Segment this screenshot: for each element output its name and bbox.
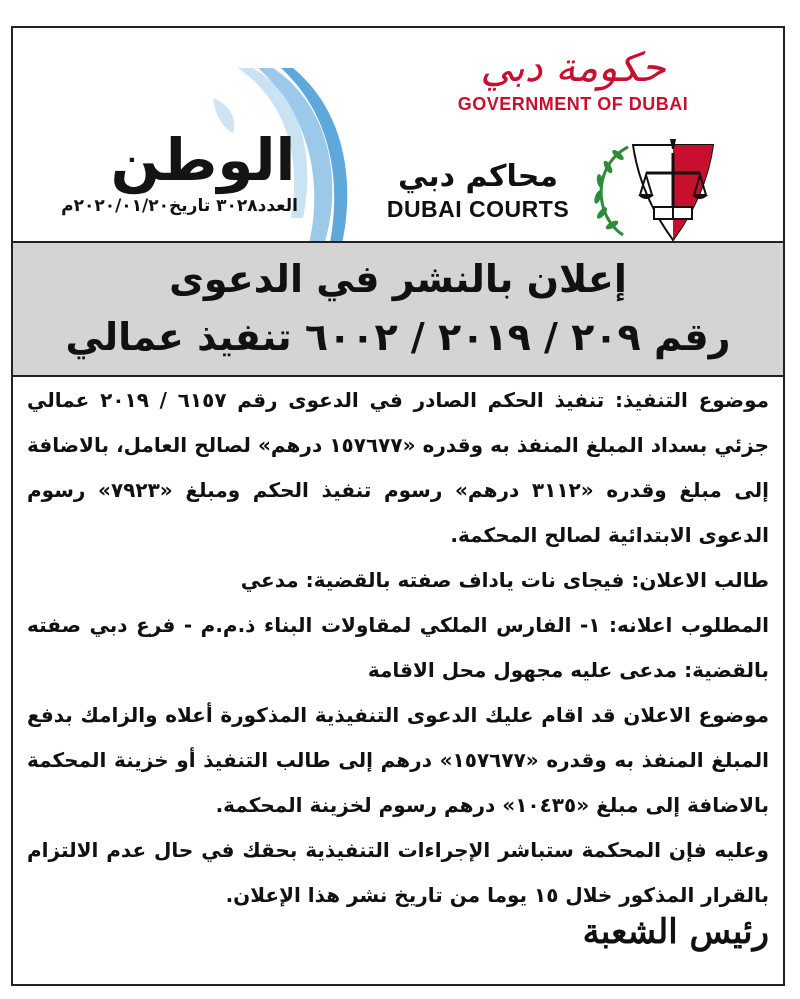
notice-title: إعلان بالنشر في الدعوى [169, 257, 627, 301]
header [13, 28, 783, 242]
notice-subject-paragraph: موضوع الاعلان قد اقام عليك الدعوى التنفيذية المذكورة أعلاه والزامك بدفع المبلغ المنفذ به وقدره «١٥٧٦٧٧» درهم إلى طالب التنفيذ أو خزينة المحكمة بالاضافة إلى مبلغ «١٠٤٣٥» درهم رسوم لخزينة المحكمة. [27, 703, 769, 817]
signature: رئيس الشعبة [582, 912, 769, 952]
requester-paragraph: طالب الاعلان: فيجاى نات ياداف صفته بالقضية: مدعي [240, 568, 769, 592]
newspaper-masthead [23, 68, 353, 248]
government-name-arabic: حكومة دبي [480, 45, 666, 91]
courts-logo-text [373, 158, 583, 223]
government-name-english: GOVERNMENT OF DUBAI [457, 94, 689, 114]
notice-title-band [13, 241, 783, 377]
government-logo [443, 44, 703, 115]
courts-name-english: DUBAI COURTS [386, 196, 570, 222]
courts-name-arabic: محاكم دبي [398, 159, 558, 194]
notice-frame [11, 26, 785, 986]
case-number: رقم ٢٠٩ / ٢٠١٩ / ٦٠٠٢ تنفيذ عمالي [65, 315, 731, 359]
notice-body [27, 378, 769, 918]
court-action-paragraph: وعليه فإن المحكمة ستباشر الإجراءات التنفيذية بحقك في حال عدم الالتزام بالقرار المذكور خلال ١٥ يوما من تاريخ نشر هذا الإعلان. [27, 838, 769, 907]
respondent-paragraph: المطلوب اعلانه: ١- الفارس الملكي لمقاولات البناء ذ.م.م - فرع دبي صفته بالقضية: مدعى عليه مجهول محل الاقامة [27, 613, 769, 682]
dubai-courts-emblem-icon [588, 135, 758, 245]
issue-date-line: العدد٣٠٢٨ تاريخ٢٠٢٠/٠١/٢٠م [61, 196, 298, 216]
newspaper-name: الوطن [110, 126, 296, 194]
execution-subject-paragraph: موضوع التنفيذ: تنفيذ الحكم الصادر في الدعوى رقم ٦١٥٧ / ٢٠١٩ عمالي جزئي بسداد المبلغ المنفذ به وقدره «١٥٧٦٧٧ درهم» لصالح العامل، بالاضافة إلى مبلغ وقدره «٣١١٢ درهم» رسوم تنفيذ الحكم ومبلغ «٧٩٢٣» رسوم الدعوى الابتدائية لصالح المحكمة. [27, 388, 770, 547]
